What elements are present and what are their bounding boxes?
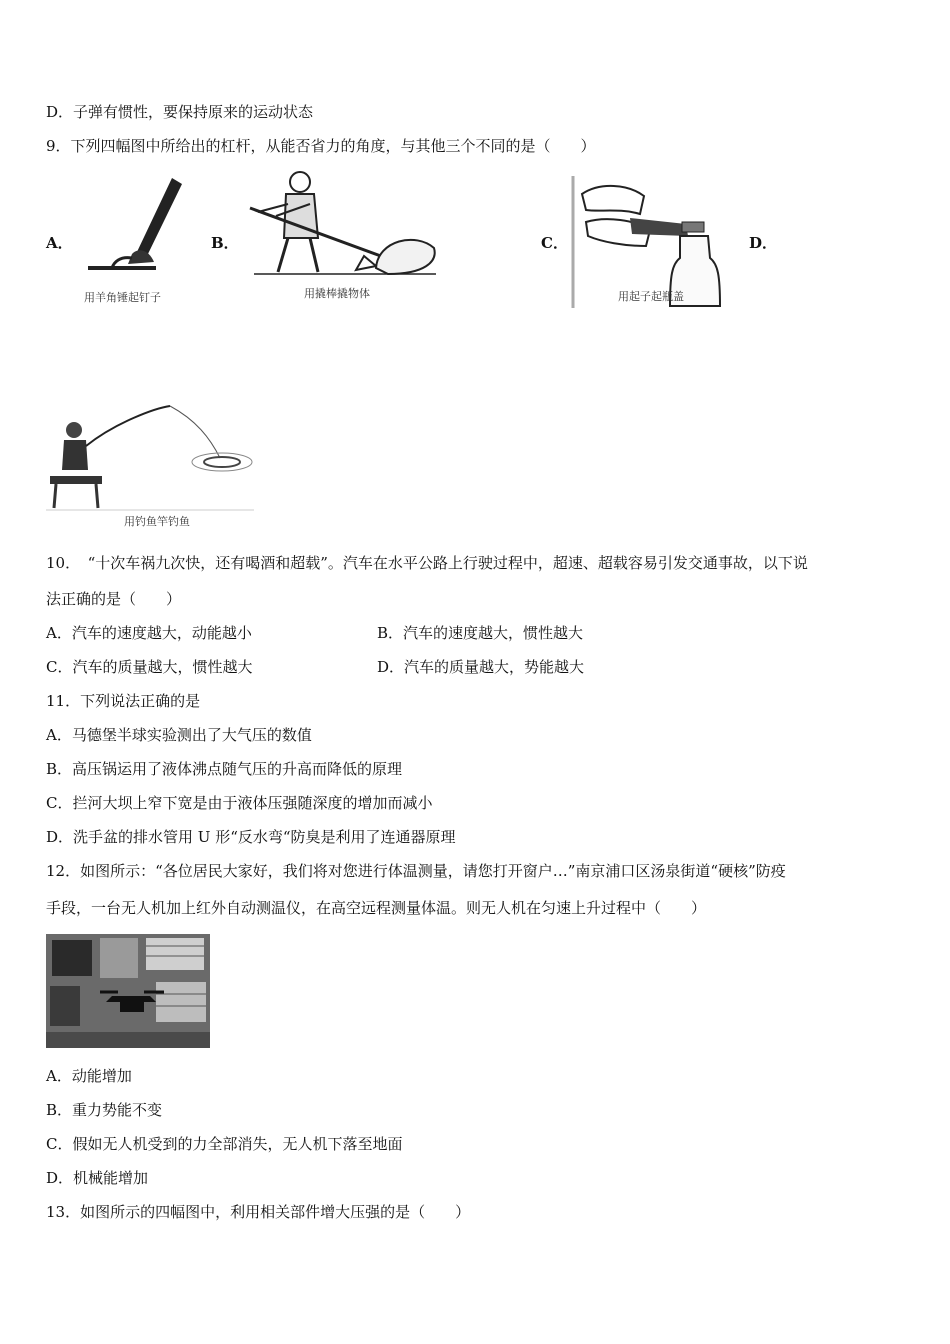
q9-label-c: C． [541,234,568,252]
q9-label-b: B． [211,234,239,252]
q12-stem-line1: 12．如图所示：“各位居民大家好，我们将对您进行体温测量，请您打开窗户…”南京浦口区汤泉街道“硬核”防疫 [46,862,786,880]
q9-caption-c: 用起子起瓶盖 [618,290,684,303]
q9-caption-a: 用羊角锤起钉子 [84,291,161,304]
q10-stem-line2: 法正确的是（ ） [46,590,182,608]
q10-option-a: A．汽车的速度越大，动能越小 [46,624,252,642]
q10-option-c: C．汽车的质量越大，惯性越大 [46,658,253,676]
q10-stem-line1: 10． “十次车祸九次快，还有喝酒和超载”。汽车在水平公路上行驶过程中，超速、超载容易引发交通事故，以下说 [46,554,808,572]
q13-stem: 13．如图所示的四幅图中，利用相关部件增大压强的是（ ） [46,1203,471,1221]
q12-option-b: B．重力势能不变 [46,1101,163,1119]
q8-option-d: D．子弹有惯性，要保持原来的运动状态 [46,103,314,121]
q9-stem: 9．下列四幅图中所给出的杠杆，从能否省力的角度，与其他三个不同的是（ ） [46,137,596,155]
q9-label-a: A． [46,234,73,252]
drone-building-photo [46,934,210,1048]
crowbar-figure [248,168,440,280]
q9-caption-b: 用撬棒撬物体 [304,287,370,300]
q11-option-c: C．拦河大坝上窄下宽是由于液体压强随深度的增加而减小 [46,794,433,812]
q11-stem: 11．下列说法正确的是 [46,692,201,710]
q11-option-b: B．高压锅运用了液体沸点随气压的升高而降低的原理 [46,760,403,778]
q12-option-a: A．动能增加 [46,1067,132,1085]
q10-option-d: D．汽车的质量越大，势能越大 [377,658,585,676]
hammer-figure [84,172,194,272]
q10-option-b: B．汽车的速度越大，惯性越大 [377,624,584,642]
q12-option-d: D．机械能增加 [46,1169,149,1187]
q9-caption-d: 用钓鱼竿钓鱼 [124,515,190,528]
q12-option-c: C．假如无人机受到的力全部消失，无人机下落至地面 [46,1135,403,1153]
q9-label-d: D． [749,234,778,252]
q11-option-a: A．马德堡半球实验测出了大气压的数值 [46,726,312,744]
q11-option-d: D．洗手盆的排水管用 U 形“反水弯“防臭是利用了连通器原理 [46,828,456,846]
q12-stem-line2: 手段，一台无人机加上红外自动测温仪，在高空远程测量体温。则无人机在匀速上升过程中（ ） [46,899,707,917]
fishing-figure [46,400,256,512]
